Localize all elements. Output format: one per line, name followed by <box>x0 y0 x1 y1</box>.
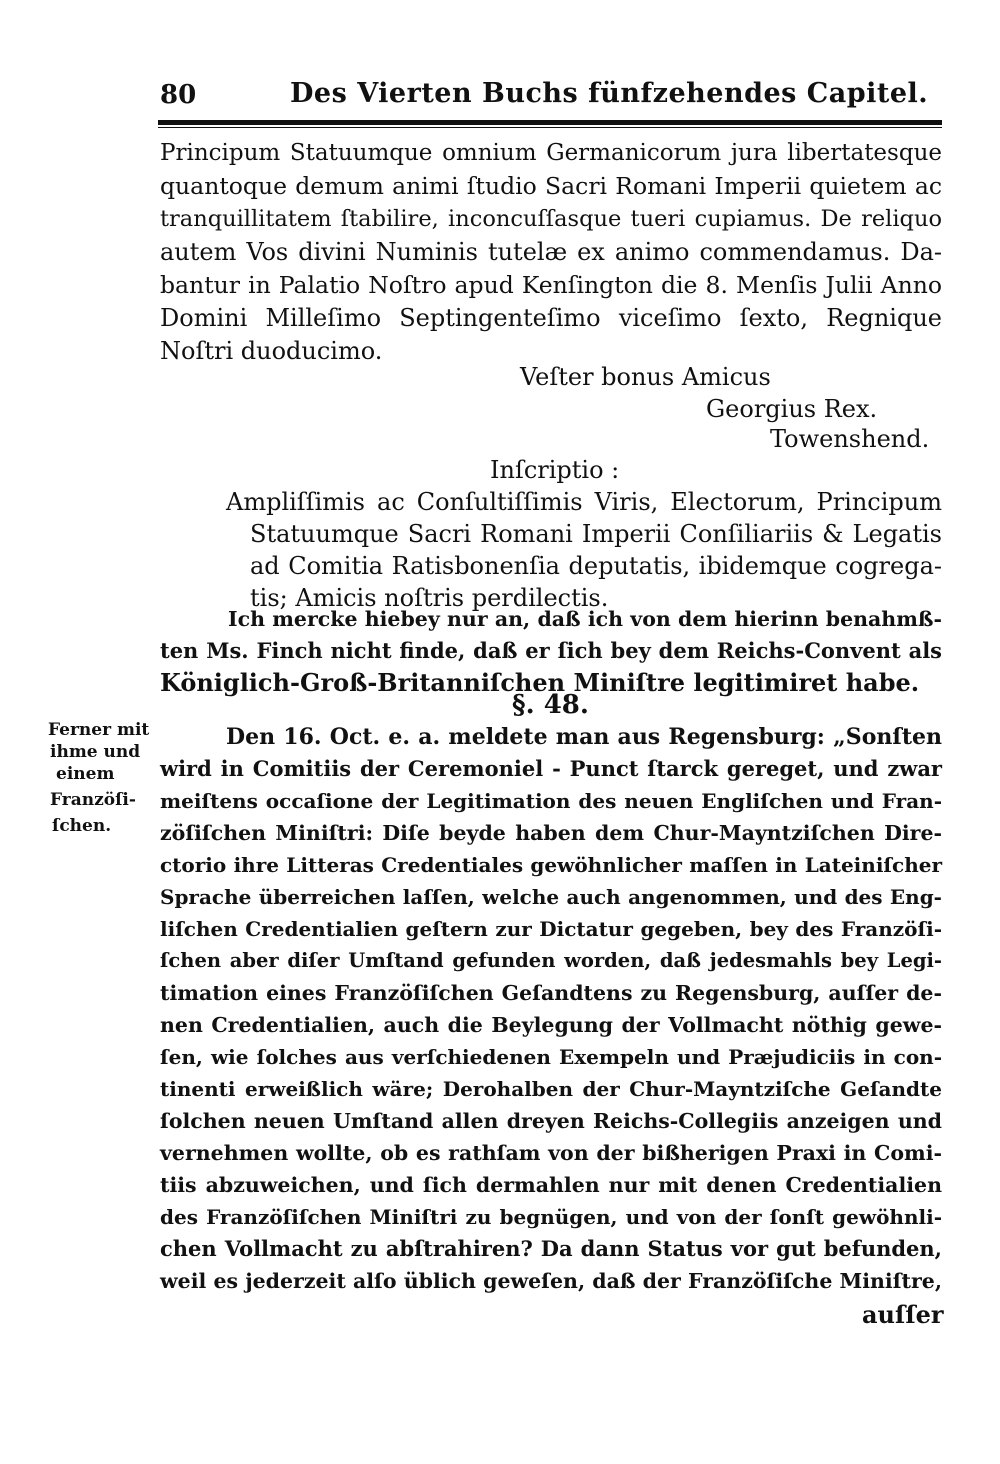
margin-note-line: ihme und <box>50 742 141 762</box>
paragraph-line: tinenti erweißlich wäre; Derohalben der Chur-Mayntziſche Geſandte <box>160 1077 942 1101</box>
catchword: auſſer <box>862 1300 944 1329</box>
paragraph-line: liſchen Credentialien geſtern zur Dictatur gegeben, bey des Franzöſi- <box>160 917 942 941</box>
paragraph-line: timation eines Franzöſiſchen Geſandtens zu Regensburg, auſſer de- <box>160 981 942 1005</box>
paragraph-line: weil es jederzeit alſo üblich geweſen, daß der Franzöſiſche Miniſtre, <box>160 1269 942 1293</box>
signature-greeting: Veſter bonus Amicus <box>520 363 771 391</box>
text-line: autem Vos divini Numinis tutelæ ex animo commendamus. Da- <box>160 238 942 266</box>
margin-note-line: ſchen. <box>52 816 112 836</box>
paragraph-line: nen Credentialien, auch die Beylegung der Vollmacht nöthig gewe- <box>160 1013 942 1037</box>
inscription-line: Statuumque Sacri Romani Imperii Conſiliariis & Legatis <box>250 520 942 548</box>
inscription-line: ad Comitia Ratisbonenſia deputatis, ibidemque cogrega- <box>250 552 942 580</box>
paragraph-line: ctorio ihre Litteras Credentiales gewöhnlicher maſſen in Lateiniſcher <box>160 853 942 877</box>
paragraph-line: ten Ms. Finch nicht finde, daß er ſich bey dem Reichs-Convent als <box>160 638 942 663</box>
paragraph-line: wird in Comitiis der Ceremoniel - Punct ſtarck gereget, und zwar <box>160 756 942 781</box>
paragraph-line: ſolchen neuen Umſtand allen dreyen Reichs-Collegiis anzeigen und <box>160 1109 942 1133</box>
paragraph-line: des Franzöſiſchen Miniſtri zu begnügen, und von der ſonſt gewöhnli- <box>160 1205 942 1229</box>
paragraph-line: Königlich-Groß-Britanniſchen Miniſtre legitimiret habe. <box>160 668 920 697</box>
text-line: tranquillitatem ſtabilire, inconcuſſasque tueri cupiamus. De reliquo <box>160 206 942 232</box>
paragraph-line: zöſiſchen Miniſtri: Diſe beyde haben dem Chur-Mayntziſchen Dire- <box>160 821 942 845</box>
inscription-heading: Inſcriptio : <box>490 456 620 484</box>
paragraph-line: vernehmen wollte, ob es rathſam von der bißherigen Praxi in Comi- <box>160 1141 942 1165</box>
header-rule <box>158 120 942 125</box>
margin-note-line: Ferner mit <box>48 720 150 740</box>
text-line: bantur in Palatio Noſtro apud Kenſington die 8. Menſis Julii Anno <box>160 271 942 299</box>
paragraph-line: chen Vollmacht zu abſtrahiren? Da dann Status vor gut befunden, <box>160 1236 942 1261</box>
text-line: Domini Milleſimo Septingenteſimo viceſimo ſexto, Regnique <box>160 304 942 332</box>
running-head: Des Vierten Buchs fünfzehendes Capitel. <box>290 78 929 109</box>
inscription-line: Ampliſſimis ac Conſultiſſimis Viris, Electorum, Principum <box>226 488 942 516</box>
paragraph-line: Ich mercke hiebey nur an, daß ich von dem hierinn benahmß- <box>228 607 942 631</box>
text-line: Noſtri duoducimo. <box>160 337 383 365</box>
text-line: quantoque demum animi ſtudio Sacri Romani Imperii quietem ac <box>160 172 942 200</box>
paragraph-line: ſchen aber diſer Umſtand gefunden worden, daß jedesmahls bey Legi- <box>160 949 942 972</box>
text-line: Principum Statuumque omnium Germanicorum jura libertatesque <box>160 140 942 166</box>
margin-note-line: Franzöſi- <box>50 790 136 810</box>
paragraph-line: Sprache überreichen laſſen, welche auch angenommen, und des Eng- <box>160 885 942 909</box>
margin-note-line: einem <box>56 764 115 784</box>
signature-minister: Towenshend. <box>770 425 930 453</box>
paragraph-line: Den 16. Oct. e. a. meldete man aus Regensburg: „Sonſten <box>226 724 942 750</box>
page-number: 80 <box>160 80 197 110</box>
section-number: §. 48. <box>512 690 589 720</box>
signature-king: Georgius Rex. <box>706 395 878 423</box>
paragraph-line: ſen, wie ſolches aus verſchiedenen Exempeln und Præjudiciis in con- <box>160 1045 942 1069</box>
paragraph-line: meiſtens occaſione der Legitimation des neuen Engliſchen und Fran- <box>160 789 942 813</box>
page-header <box>160 72 940 120</box>
paragraph-line: tiis abzuweichen, und ſich dermahlen nur mit denen Credentialien <box>160 1173 942 1197</box>
inscription-line: tis; Amicis noſtris perdilectis. <box>250 584 609 612</box>
